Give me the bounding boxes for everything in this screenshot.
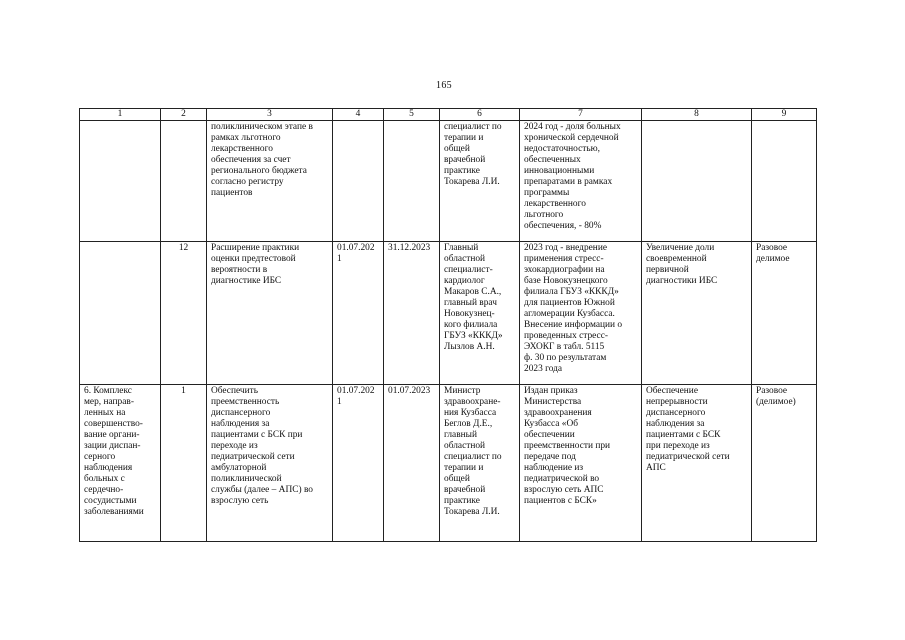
section-cell — [80, 121, 161, 242]
end-date-cell — [384, 121, 440, 242]
column-number-header: 9 — [752, 109, 817, 121]
table-row — [80, 242, 817, 385]
table-row — [80, 385, 817, 542]
indicator-cell: Увеличение доли своевременной первичной диагностики ИБС — [642, 242, 752, 385]
item-number-cell — [161, 121, 207, 242]
section-cell: 6. Комплекс мер, направ- ленных на совершенство- вание органи- зации диспан- серного наблюдения больных с сердечно- сосудистыми заболеваниями — [80, 385, 161, 542]
start-date-cell: 01.07.2021 — [333, 242, 384, 385]
page-number: 165 — [436, 80, 452, 91]
type-cell: Разовое делимое — [752, 242, 817, 385]
indicator-cell — [642, 121, 752, 242]
item-number-cell: 1 — [161, 385, 207, 542]
table-header-row — [80, 109, 817, 121]
type-cell: Разовое (делимое) — [752, 385, 817, 542]
section-cell — [80, 242, 161, 385]
expected-result-cell: Издан приказ Министерства здравоохранения Кузбасса «Об обеспечении преемственности при передаче под наблюдение из педиатрической во взрослую сеть АПС пациентов с БСК» — [520, 385, 642, 542]
responsible-person-cell: Главный областной специалист- кардиолог Макаров С.А., главный врач Новокузнец- кого филиала ГБУЗ «КККД» Лызлов А.Н. — [440, 242, 520, 385]
column-number-header: 3 — [207, 109, 333, 121]
column-number-header: 4 — [333, 109, 384, 121]
responsible-person-cell: Министр здравоохране- ния Кузбасса Беглов Д.Е., главный областной специалист по терапии и общей врачебной практике Токарева Л.И. — [440, 385, 520, 542]
table-row — [80, 121, 817, 242]
measure-description-cell: Расширение практики оценки предтестовой вероятности в диагностике ИБС — [207, 242, 333, 385]
end-date-cell: 01.07.2023 — [384, 385, 440, 542]
type-cell — [752, 121, 817, 242]
start-date-cell: 01.07.2021 — [333, 385, 384, 542]
measures-table — [79, 108, 817, 542]
column-number-header: 5 — [384, 109, 440, 121]
expected-result-cell: 2023 год - внедрение применения стресс- эхокардиографии на базе Новокузнецкого филиала ГБУЗ «КККД» для пациентов Южной агломерации Кузбасса. Внесение информации о проведенных стресс- ЭХОКГ в табл. 5115 ф. 30 по результатам 2023 года — [520, 242, 642, 385]
start-date-cell — [333, 121, 384, 242]
indicator-cell: Обеспечение непрерывности диспансерного наблюдения за пациентами с БСК при переходе из педиатрической сети АПС — [642, 385, 752, 542]
measure-description-cell: поликлиническом этапе в рамках льготного лекарственного обеспечения за счет регионального бюджета согласно регистру пациентов — [207, 121, 333, 242]
item-number-cell: 12 — [161, 242, 207, 385]
column-number-header: 8 — [642, 109, 752, 121]
measure-description-cell: Обеспечить преемственность диспансерного наблюдения за пациентами с БСК при переходе из педиатрической сети амбулаторной поликлинической службы (далее – АПС) во взрослую сеть — [207, 385, 333, 542]
column-number-header: 6 — [440, 109, 520, 121]
responsible-person-cell: специалист по терапии и общей врачебной практике Токарева Л.И. — [440, 121, 520, 242]
end-date-cell: 31.12.2023 — [384, 242, 440, 385]
column-number-header: 1 — [80, 109, 161, 121]
column-number-header: 2 — [161, 109, 207, 121]
column-number-header: 7 — [520, 109, 642, 121]
expected-result-cell: 2024 год - доля больных хронической сердечной недостаточностью, обеспеченных инновационными препаратами в рамках программы лекарственного льготного обеспечения, - 80% — [520, 121, 642, 242]
